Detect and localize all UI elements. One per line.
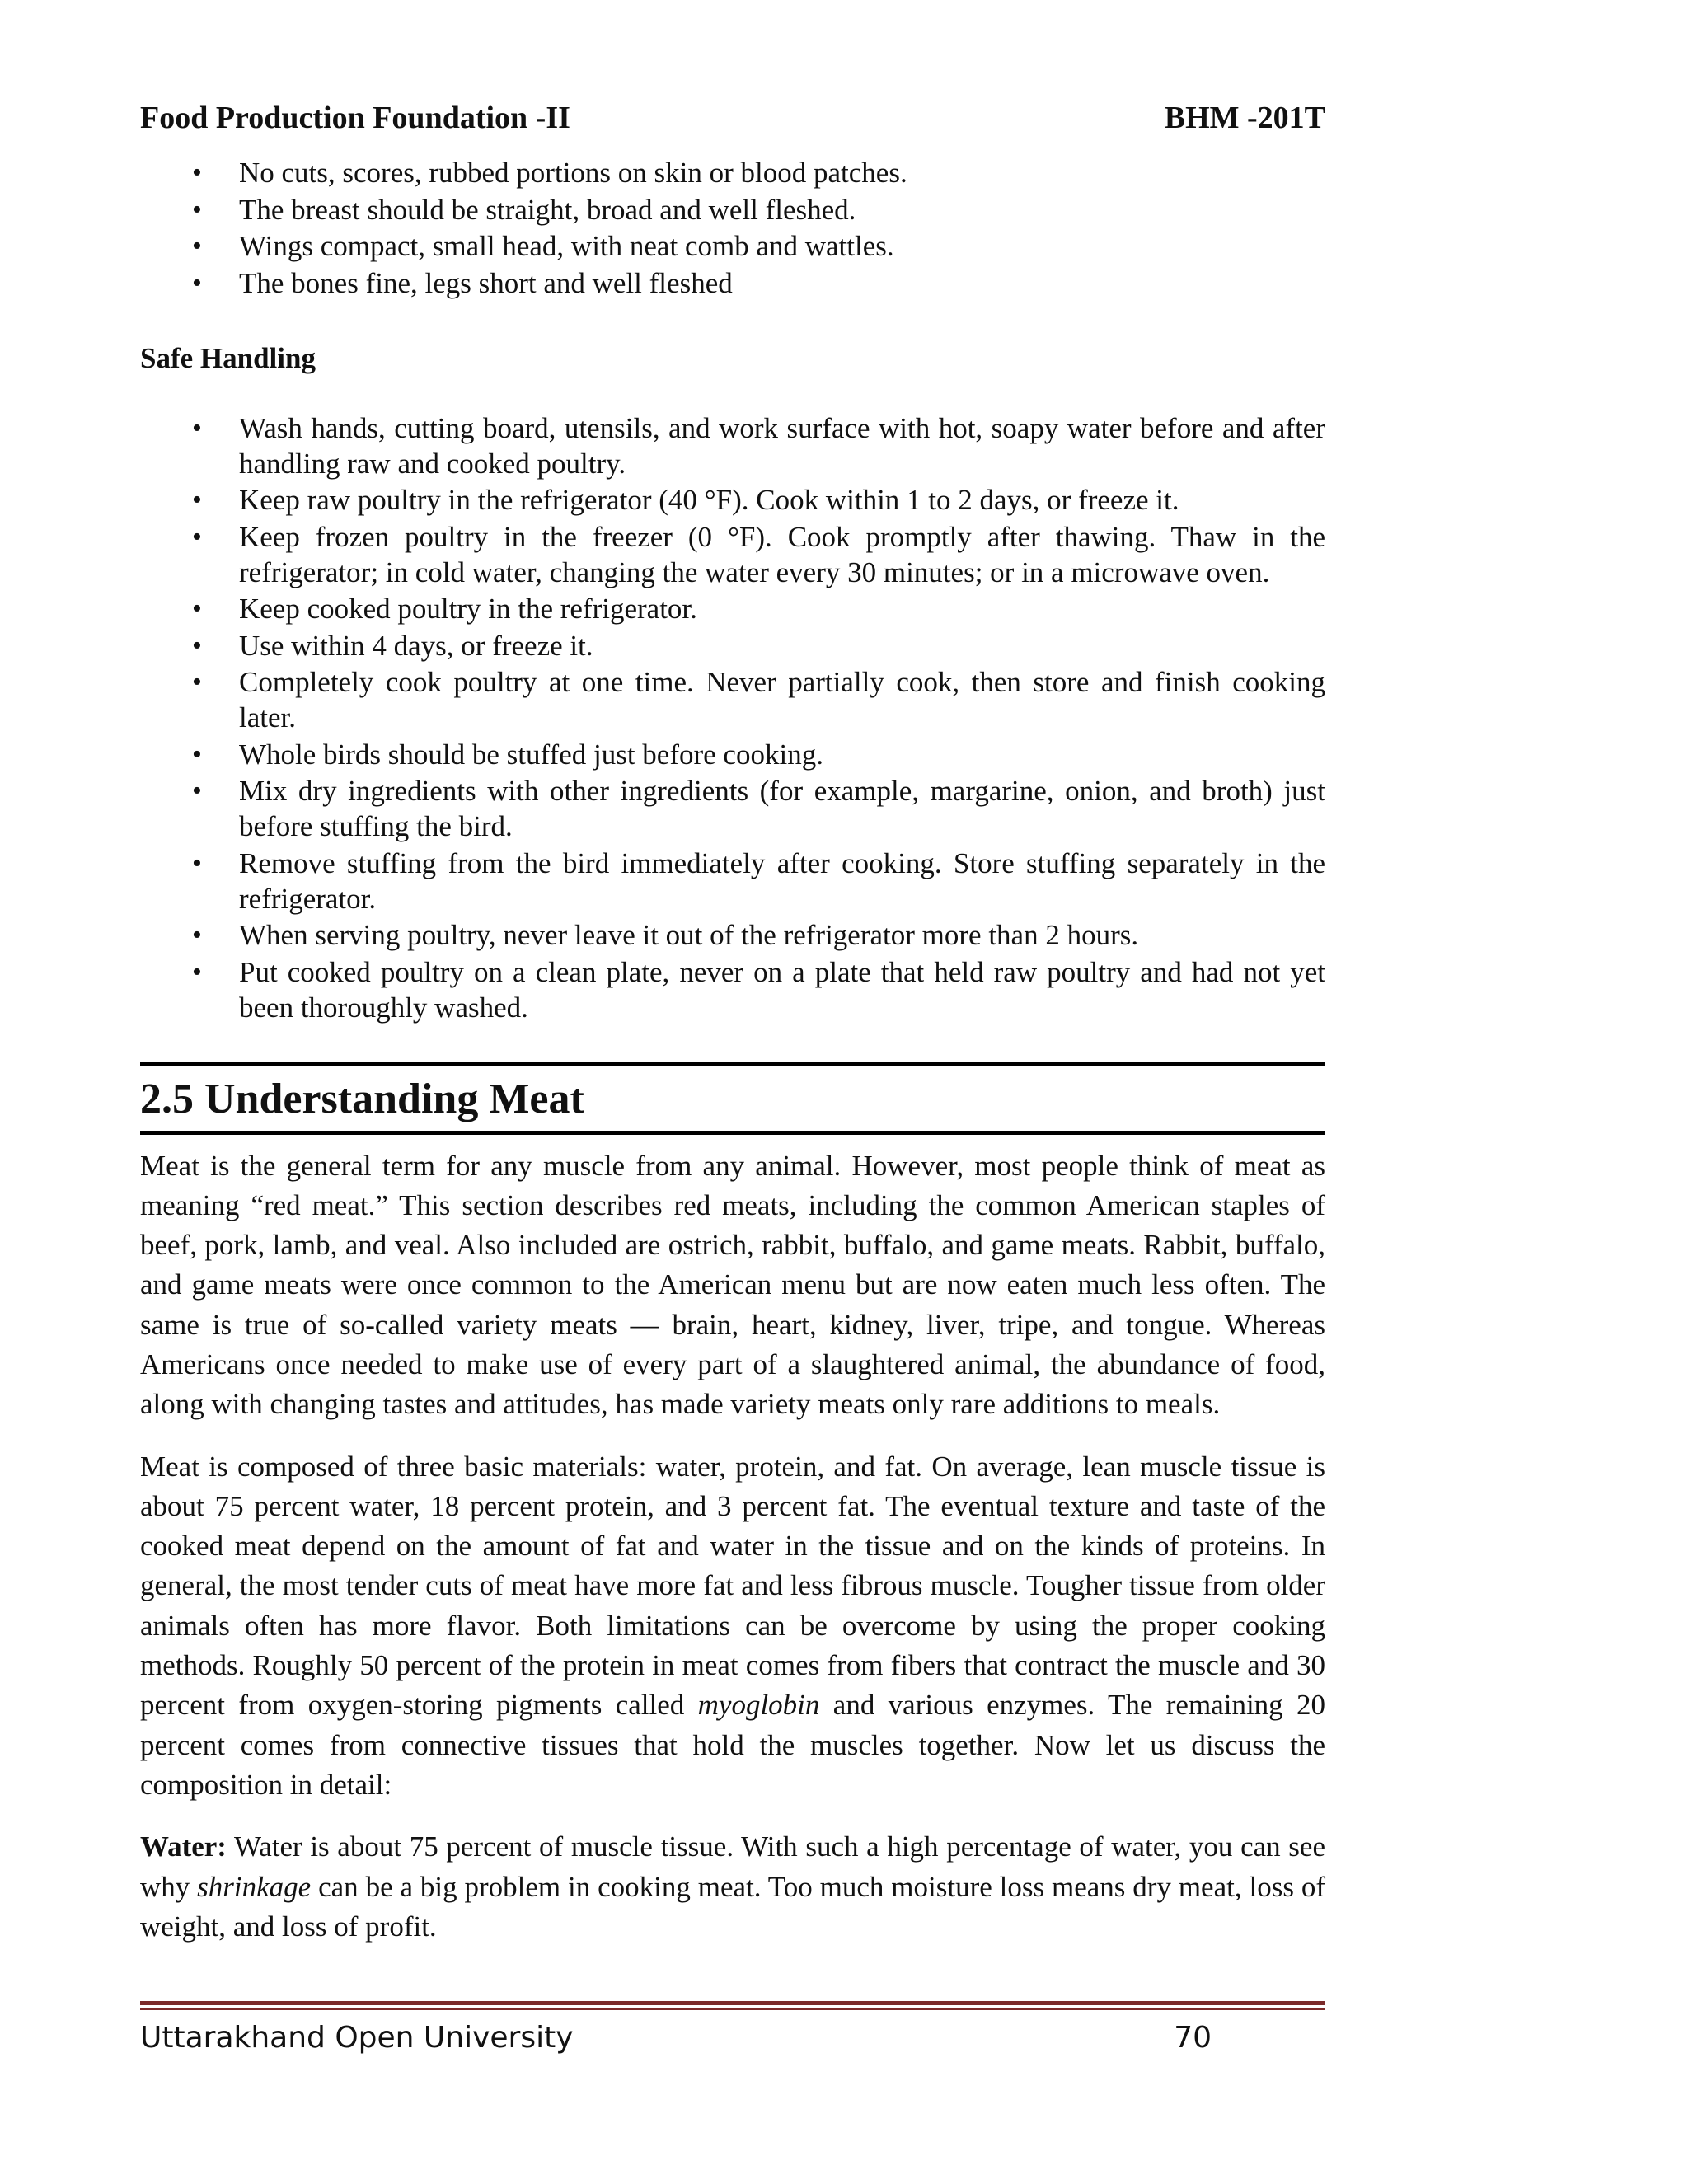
paragraph-text: and various enzymes. The remaining 20 percent comes from connective tissues that hold the muscles together. Now let us discuss the composition in detail: (140, 1689, 1326, 1801)
term-label: Water: (140, 1830, 227, 1863)
footer-rule-thick (140, 2001, 1325, 2005)
list-item: • Remove stuffing from the bird immediately after cooking. Store stuffing separately in the refrigerator. (140, 846, 1325, 916)
list-item: • Completely cook poultry at one time. Never partially cook, then store and finish cooking later. (140, 664, 1325, 735)
section-title: 2.5 Understanding Meat (140, 1075, 584, 1122)
list-item: • Wings compact, small head, with neat comb and wattles. (140, 228, 1325, 264)
emphasis-term: myoglobin (697, 1689, 820, 1722)
list-item: • When serving poultry, never leave it out of the refrigerator more than 2 hours. (140, 917, 1325, 953)
poultry-quality-list (140, 155, 1325, 301)
list-item: • Keep frozen poultry in the freezer (0 °F). Cook promptly after thawing. Thaw in the refrigerator; in cold water, changing the water every 30 minutes; or in a microwave oven. (140, 519, 1325, 590)
paragraph-text: can be a big problem in cooking meat. Too much moisture loss means dry meat, loss of weight, and loss of profit. (140, 1870, 1325, 1943)
page-footer (140, 2019, 1212, 2057)
paragraph-meat-composition (140, 1447, 1325, 1806)
list-item: • Keep cooked poultry in the refrigerator. (140, 591, 1325, 626)
safe-handling-heading: Safe Handling (140, 341, 316, 374)
list-item: • Keep raw poultry in the refrigerator (40 °F). Cook within 1 to 2 days, or freeze it. (140, 482, 1325, 518)
paragraph-water (140, 1827, 1325, 1947)
list-item: • Use within 4 days, or freeze it. (140, 628, 1325, 663)
list-item: • No cuts, scores, rubbed portions on skin or blood patches. (140, 155, 1325, 190)
header-course-code: BHM -201T (1164, 101, 1325, 135)
list-item: • The breast should be straight, broad and well fleshed. (140, 192, 1325, 227)
section-divider-top (140, 1062, 1325, 1066)
safe-handling-list (140, 410, 1325, 1025)
list-item: • Wash hands, cutting board, utensils, and work surface with hot, soapy water before and after handling raw and cooked poultry. (140, 410, 1325, 481)
page-content (140, 155, 1325, 1969)
footer-divider (140, 2001, 1325, 2011)
header-course-title: Food Production Foundation -II (140, 101, 570, 135)
footer-rule-thin (140, 2008, 1325, 2010)
paragraph-text: Water is about 75 percent of muscle tissue. With such a high percentage of water, you can see why (140, 1830, 1325, 1903)
list-item: • Mix dry ingredients with other ingredients (for example, margarine, onion, and broth) just before stuffing the bird. (140, 773, 1325, 844)
paragraph-meat-definition: Meat is the general term for any muscle from any animal. However, most people think of meat as meaning “red meat.” This section describes red meats, including the common American staples of beef, pork, lamb, and veal. Also included are ostrich, rabbit, buffalo, and game meats. Rabbit, buffalo, and game meats were once common to the American menu but are now eaten much less often. The same is true of so-called variety meats — brain, heart, kidney, liver, tripe, and tongue. Whereas Americans once needed to make use of every part of a slaughtered animal, the abundance of food, along with changing tastes and attitudes, has made variety meats only rare additions to meals. (140, 1149, 1325, 1421)
page-header (140, 97, 1325, 138)
section-divider-bottom (140, 1131, 1325, 1135)
emphasis-term: shrinkage (197, 1870, 312, 1903)
list-item: • Put cooked poultry on a clean plate, never on a plate that held raw poultry and had not yet been thoroughly washed. (140, 954, 1325, 1025)
paragraph-text: Meat is composed of three basic materials: water, protein, and fat. On average, lean muscle tissue is about 75 percent water, 18 percent protein, and 3 percent fat. The eventual texture and taste of the cooked meat depend on the amount of fat and water in the tissue and on the kinds of proteins. In general, the most tender cuts of meat have more fat and less fibrous muscle. Tougher tissue from older animals often has more flavor. Both limitations can be overcome by using the proper cooking methods. Roughly 50 percent of the protein in meat comes from fibers that contract the muscle and 30 percent from oxygen-storing pigments called (140, 1450, 1325, 1722)
page-number: 70 (1174, 2021, 1212, 2055)
list-item: • Whole birds should be stuffed just before cooking. (140, 737, 1325, 772)
footer-university: Uttarakhand Open University (140, 2021, 574, 2055)
list-item: • The bones fine, legs short and well fleshed (140, 265, 1325, 301)
